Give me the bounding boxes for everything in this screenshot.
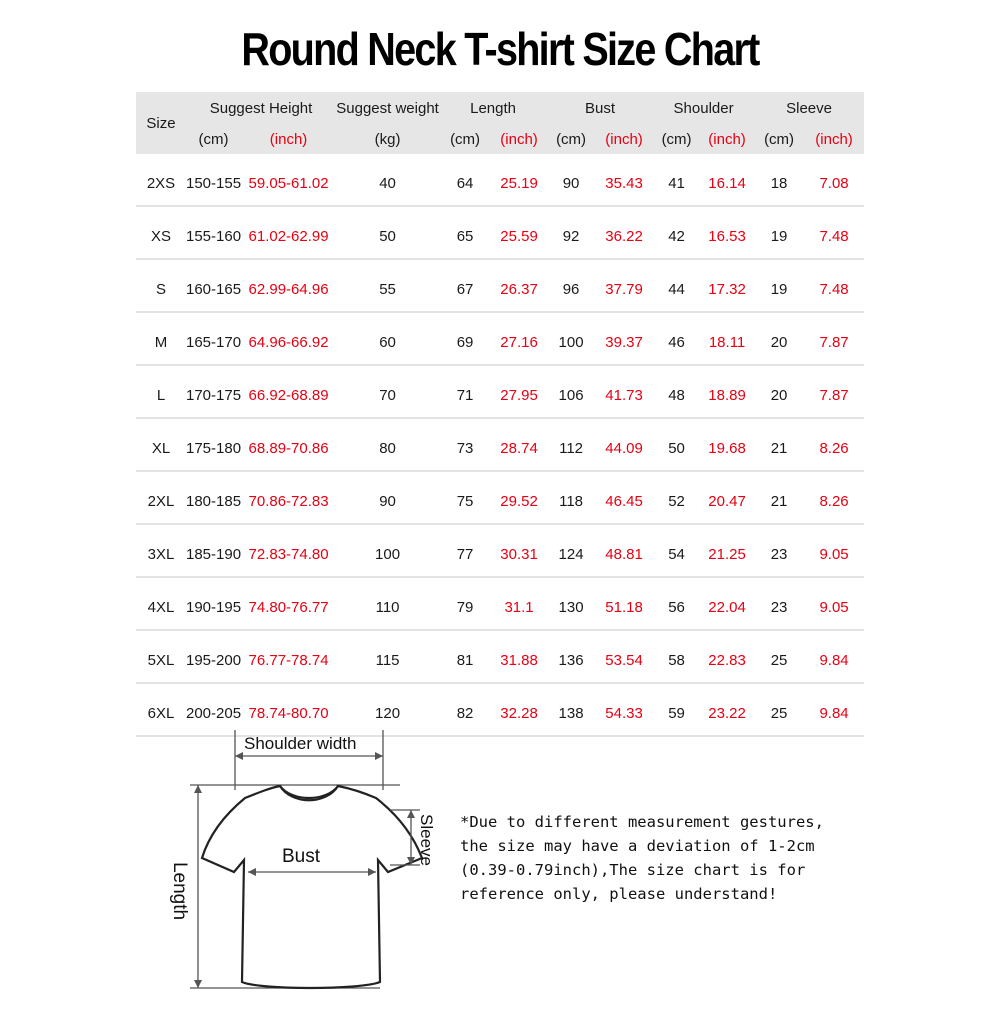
height-cm-cell: 165-170 xyxy=(186,321,241,366)
shoulder-inch-cell: 18.89 xyxy=(700,374,754,419)
weight-kg-cell: 80 xyxy=(336,427,439,472)
shoulder-cm-cell: 54 xyxy=(653,533,700,578)
bust-cm-cell: 112 xyxy=(547,427,595,472)
header-row-groups xyxy=(136,92,864,124)
unit-cm: (cm) xyxy=(653,124,700,154)
height-inch-cell: 62.99-64.96 xyxy=(241,268,336,313)
height-inch-cell: 66.92-68.89 xyxy=(241,374,336,419)
row-spacer xyxy=(136,525,864,533)
sleeve-cm-cell: 25 xyxy=(754,639,804,684)
weight-kg-cell: 55 xyxy=(336,268,439,313)
height-inch-cell: 72.83-74.80 xyxy=(241,533,336,578)
bust-inch-cell: 44.09 xyxy=(595,427,653,472)
row-spacer-cell xyxy=(136,207,864,215)
sleeve-cm-cell: 20 xyxy=(754,321,804,366)
unit-cm: (cm) xyxy=(186,124,241,154)
bust-cm-cell: 138 xyxy=(547,692,595,737)
sleeve-cm-cell: 21 xyxy=(754,480,804,525)
height-cm-cell: 190-195 xyxy=(186,586,241,631)
unit-inch: (inch) xyxy=(804,124,864,154)
unit-cm: (cm) xyxy=(754,124,804,154)
height-cm-cell: 175-180 xyxy=(186,427,241,472)
size-cell: 2XS xyxy=(136,162,186,207)
length-cm-cell: 81 xyxy=(439,639,491,684)
row-spacer-cell xyxy=(136,366,864,374)
size-cell: S xyxy=(136,268,186,313)
height-inch-cell: 70.86-72.83 xyxy=(241,480,336,525)
size-chart-table xyxy=(136,92,864,737)
size-cell: 2XL xyxy=(136,480,186,525)
sleeve-inch-cell: 9.84 xyxy=(804,639,864,684)
shoulder-inch-cell: 22.04 xyxy=(700,586,754,631)
sleeve-inch-cell: 7.48 xyxy=(804,215,864,260)
bust-inch-cell: 53.54 xyxy=(595,639,653,684)
shoulder-cm-cell: 50 xyxy=(653,427,700,472)
shoulder-cm-cell: 42 xyxy=(653,215,700,260)
shoulder-cm-cell: 44 xyxy=(653,268,700,313)
weight-kg-cell: 100 xyxy=(336,533,439,578)
sleeve-cm-cell: 21 xyxy=(754,427,804,472)
sleeve-inch-cell: 7.48 xyxy=(804,268,864,313)
shoulder-cm-cell: 46 xyxy=(653,321,700,366)
unit-kg: (kg) xyxy=(336,124,439,154)
size-cell: 3XL xyxy=(136,533,186,578)
sleeve-cm-cell: 20 xyxy=(754,374,804,419)
size-cell: M xyxy=(136,321,186,366)
size-cell: 6XL xyxy=(136,692,186,737)
shoulder-cm-cell: 41 xyxy=(653,162,700,207)
height-inch-cell: 74.80-76.77 xyxy=(241,586,336,631)
weight-kg-cell: 60 xyxy=(336,321,439,366)
shoulder-inch-cell: 16.53 xyxy=(700,215,754,260)
bust-inch-cell: 37.79 xyxy=(595,268,653,313)
unit-cm: (cm) xyxy=(547,124,595,154)
height-cm-cell: 150-155 xyxy=(186,162,241,207)
bust-label: Bust xyxy=(282,846,321,867)
header-row-units xyxy=(136,124,864,154)
length-cm-cell: 79 xyxy=(439,586,491,631)
weight-kg-cell: 50 xyxy=(336,215,439,260)
row-spacer-cell xyxy=(136,472,864,480)
length-label: Length xyxy=(169,861,191,921)
table-row xyxy=(136,374,864,419)
weight-kg-cell: 40 xyxy=(336,162,439,207)
t-shirt-outline-icon xyxy=(202,786,422,988)
weight-kg-cell: 90 xyxy=(336,480,439,525)
sleeve-inch-cell: 9.05 xyxy=(804,533,864,578)
sleeve-inch-cell: 9.84 xyxy=(804,692,864,737)
shoulder-inch-cell: 21.25 xyxy=(700,533,754,578)
shoulder-inch-cell: 16.14 xyxy=(700,162,754,207)
bust-inch-cell: 51.18 xyxy=(595,586,653,631)
height-cm-cell: 180-185 xyxy=(186,480,241,525)
length-cm-cell: 67 xyxy=(439,268,491,313)
sleeve-cm-cell: 23 xyxy=(754,586,804,631)
row-spacer-cell xyxy=(136,260,864,268)
length-header: Length xyxy=(439,92,547,124)
unit-inch: (inch) xyxy=(595,124,653,154)
length-cm-cell: 77 xyxy=(439,533,491,578)
row-spacer xyxy=(136,578,864,586)
table-row xyxy=(136,639,864,684)
bust-inch-cell: 35.43 xyxy=(595,162,653,207)
length-inch-cell: 30.31 xyxy=(491,533,547,578)
row-spacer xyxy=(136,684,864,692)
shoulder-inch-cell: 19.68 xyxy=(700,427,754,472)
sleeve-inch-cell: 8.26 xyxy=(804,480,864,525)
bust-inch-cell: 41.73 xyxy=(595,374,653,419)
table-row xyxy=(136,533,864,578)
height-inch-cell: 68.89-70.86 xyxy=(241,427,336,472)
height-inch-cell: 59.05-61.02 xyxy=(241,162,336,207)
row-spacer xyxy=(136,154,864,162)
length-cm-cell: 75 xyxy=(439,480,491,525)
weight-kg-cell: 120 xyxy=(336,692,439,737)
height-header: Suggest Height xyxy=(186,92,336,124)
length-inch-cell: 25.19 xyxy=(491,162,547,207)
row-spacer xyxy=(136,419,864,427)
size-disclaimer-note: *Due to different measurement gestures, the size may have a deviation of 1-2cm (0.39-0.79inch),The size chart is for reference only, please understand! xyxy=(460,813,824,903)
bust-cm-cell: 106 xyxy=(547,374,595,419)
length-cm-cell: 71 xyxy=(439,374,491,419)
weight-kg-cell: 110 xyxy=(336,586,439,631)
height-cm-cell: 200-205 xyxy=(186,692,241,737)
sleeve-inch-cell: 7.08 xyxy=(804,162,864,207)
shoulder-inch-cell: 23.22 xyxy=(700,692,754,737)
weight-kg-cell: 115 xyxy=(336,639,439,684)
height-inch-cell: 76.77-78.74 xyxy=(241,639,336,684)
length-inch-cell: 31.1 xyxy=(491,586,547,631)
table-row xyxy=(136,162,864,207)
row-spacer-cell xyxy=(136,578,864,586)
sleeve-inch-cell: 8.26 xyxy=(804,427,864,472)
row-spacer xyxy=(136,366,864,374)
row-spacer xyxy=(136,313,864,321)
sleeve-label: Sleeve xyxy=(416,814,436,866)
size-cell: XL xyxy=(136,427,186,472)
row-spacer-cell xyxy=(136,684,864,692)
row-spacer-cell xyxy=(136,419,864,427)
size-cell: L xyxy=(136,374,186,419)
length-inch-cell: 28.74 xyxy=(491,427,547,472)
row-spacer-cell xyxy=(136,525,864,533)
unit-inch: (inch) xyxy=(700,124,754,154)
height-cm-cell: 155-160 xyxy=(186,215,241,260)
table-row xyxy=(136,215,864,260)
shoulder-inch-cell: 18.11 xyxy=(700,321,754,366)
bust-inch-cell: 48.81 xyxy=(595,533,653,578)
size-cell: 4XL xyxy=(136,586,186,631)
length-inch-cell: 26.37 xyxy=(491,268,547,313)
unit-cm: (cm) xyxy=(439,124,491,154)
shoulder-cm-cell: 59 xyxy=(653,692,700,737)
unit-inch: (inch) xyxy=(241,124,336,154)
shoulder-inch-cell: 17.32 xyxy=(700,268,754,313)
shoulder-inch-cell: 20.47 xyxy=(700,480,754,525)
height-cm-cell: 160-165 xyxy=(186,268,241,313)
shoulder-cm-cell: 48 xyxy=(653,374,700,419)
row-spacer xyxy=(136,207,864,215)
table-row xyxy=(136,480,864,525)
bust-cm-cell: 100 xyxy=(547,321,595,366)
sleeve-inch-cell: 7.87 xyxy=(804,374,864,419)
sleeve-cm-cell: 25 xyxy=(754,692,804,737)
bust-cm-cell: 124 xyxy=(547,533,595,578)
bust-cm-cell: 136 xyxy=(547,639,595,684)
height-cm-cell: 185-190 xyxy=(186,533,241,578)
length-cm-cell: 65 xyxy=(439,215,491,260)
sleeve-header: Sleeve xyxy=(754,92,864,124)
size-header: Size xyxy=(136,92,186,154)
shoulder-inch-cell: 22.83 xyxy=(700,639,754,684)
row-spacer-cell xyxy=(136,154,864,162)
unit-inch: (inch) xyxy=(491,124,547,154)
row-spacer xyxy=(136,260,864,268)
length-inch-cell: 29.52 xyxy=(491,480,547,525)
length-cm-cell: 69 xyxy=(439,321,491,366)
height-inch-cell: 61.02-62.99 xyxy=(241,215,336,260)
size-cell: 5XL xyxy=(136,639,186,684)
bust-inch-cell: 39.37 xyxy=(595,321,653,366)
row-spacer-cell xyxy=(136,631,864,639)
length-cm-cell: 64 xyxy=(439,162,491,207)
sleeve-cm-cell: 18 xyxy=(754,162,804,207)
sleeve-inch-cell: 9.05 xyxy=(804,586,864,631)
row-spacer xyxy=(136,472,864,480)
bust-inch-cell: 46.45 xyxy=(595,480,653,525)
table-row xyxy=(136,427,864,472)
table-row xyxy=(136,268,864,313)
bust-cm-cell: 118 xyxy=(547,480,595,525)
shoulder-cm-cell: 56 xyxy=(653,586,700,631)
height-cm-cell: 195-200 xyxy=(186,639,241,684)
length-inch-cell: 27.95 xyxy=(491,374,547,419)
height-inch-cell: 78.74-80.70 xyxy=(241,692,336,737)
length-inch-cell: 31.88 xyxy=(491,639,547,684)
length-inch-cell: 25.59 xyxy=(491,215,547,260)
length-cm-cell: 73 xyxy=(439,427,491,472)
sleeve-cm-cell: 19 xyxy=(754,268,804,313)
table-row xyxy=(136,586,864,631)
height-inch-cell: 64.96-66.92 xyxy=(241,321,336,366)
shoulder-cm-cell: 52 xyxy=(653,480,700,525)
shoulder-width-label: Shoulder width xyxy=(244,734,357,753)
sleeve-cm-cell: 23 xyxy=(754,533,804,578)
sleeve-cm-cell: 19 xyxy=(754,215,804,260)
bust-cm-cell: 130 xyxy=(547,586,595,631)
length-inch-cell: 32.28 xyxy=(491,692,547,737)
weight-header: Suggest weight xyxy=(336,92,439,124)
bust-cm-cell: 90 xyxy=(547,162,595,207)
row-spacer xyxy=(136,631,864,639)
page-title: Round Neck T-shirt Size Chart xyxy=(241,23,759,75)
size-cell: XS xyxy=(136,215,186,260)
sleeve-inch-cell: 7.87 xyxy=(804,321,864,366)
shoulder-cm-cell: 58 xyxy=(653,639,700,684)
bust-inch-cell: 54.33 xyxy=(595,692,653,737)
bust-inch-cell: 36.22 xyxy=(595,215,653,260)
bust-cm-cell: 96 xyxy=(547,268,595,313)
length-cm-cell: 82 xyxy=(439,692,491,737)
row-spacer-cell xyxy=(136,313,864,321)
bust-header: Bust xyxy=(547,92,653,124)
weight-kg-cell: 70 xyxy=(336,374,439,419)
shoulder-header: Shoulder xyxy=(653,92,754,124)
height-cm-cell: 170-175 xyxy=(186,374,241,419)
length-inch-cell: 27.16 xyxy=(491,321,547,366)
bust-cm-cell: 92 xyxy=(547,215,595,260)
table-row xyxy=(136,321,864,366)
